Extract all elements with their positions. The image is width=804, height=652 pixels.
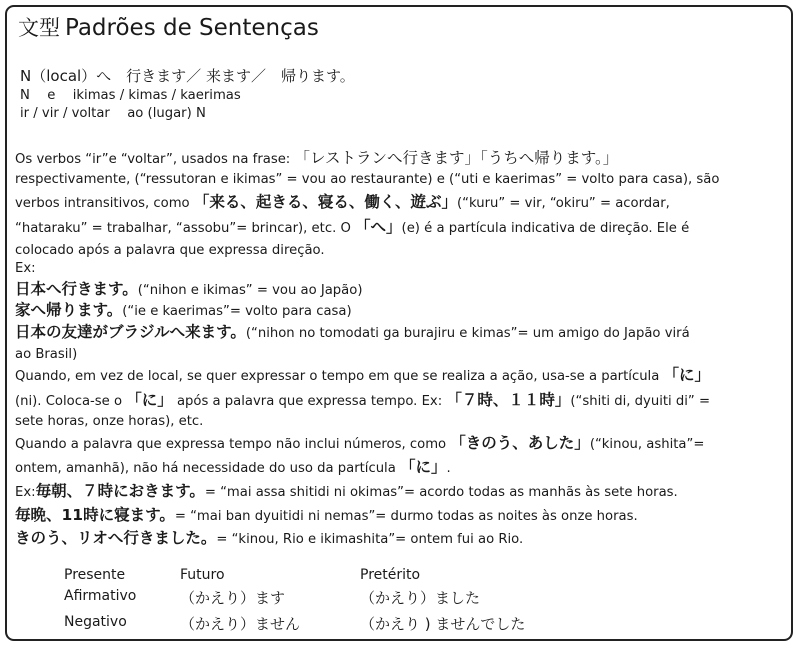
pattern-translation: ir / vir / voltar ao (lugar) N: [20, 106, 206, 121]
table-cell: （かえり）ません: [180, 615, 301, 633]
example-line: 日本へ行きます。(“nihon e ikimas” = vou ao Japão): [15, 280, 363, 298]
paragraph-line: colocado após a palavra que expressa direção.: [15, 243, 325, 258]
pattern-romaji: N e ikimas / kimas / kaerimas: [20, 88, 241, 103]
paragraph-line: Quando, em vez de local, se quer expressar o tempo em que se realiza a ação, usa-se a partícula 「に」: [15, 366, 711, 384]
example-line: Ex:毎朝、７時におきます。= “mai assa shitidi ni okimas”= acordo todas as manhãs às sete horas.: [15, 482, 678, 500]
paragraph-line: Os verbos “ir”e “voltar”, usados na frase: 「レストランへ行きます」「うちへ帰ります。」: [15, 149, 619, 167]
paragraph-line: “hataraku” = trabalhar, “assobu”= brincar), etc. O 「へ」(e) é a partícula indicativa de direção. Ele é: [15, 218, 690, 236]
paragraph-line: sete horas, onze horas), etc.: [15, 414, 204, 429]
table-header-present: Presente: [64, 567, 126, 583]
paragraph-line: Quando a palavra que expressa tempo não inclui números, como 「きのう、あした」(“kinou, ashita”=: [15, 434, 705, 452]
paragraph-line: ontem, amanhã), não há necessidade do uso da partícula 「に」.: [15, 458, 451, 476]
table-cell: （かえり）ます: [180, 589, 286, 607]
paragraph-line: verbos intransitivos, como 「来る、起きる、寝る、働く、遊ぶ」(“kuru” = vir, “okiru” = acordar,: [15, 193, 670, 211]
paragraph-line: (ni). Coloca-se o 「に」 após a palavra que expressa tempo. Ex: 「７時、１１時」(“shiti di, dyuiti di” =: [15, 391, 711, 409]
example-line: きのう、リオへ行きました。= “kinou, Rio e ikimashita”= ontem fui ao Rio.: [15, 529, 524, 547]
title-kanji: 文型: [18, 16, 60, 40]
paragraph-line: Ex:: [15, 261, 36, 276]
example-line: 家へ帰ります。(“ie e kaerimas”= volto para casa): [15, 301, 352, 319]
table-row-label: Afirmativo: [64, 588, 137, 604]
example-line: 日本の友達がブラジルへ来ます。(“nihon no tomodati ga burajiru e kimas”= um amigo do Japão virá: [15, 323, 690, 341]
page-title: [18, 14, 319, 42]
example-line: 毎晩、11時に寝ます。= “mai ban dyuitidi ni nemas”= durmo todas as noites às onze horas.: [15, 506, 638, 524]
table-cell: （かえり ) ませんでした: [360, 615, 526, 633]
table-row-label: Negativo: [64, 614, 127, 630]
example-line: ao Brasil): [15, 347, 78, 362]
pattern-line: N（local）へ 行きます／ 来ます／ 帰ります。: [20, 67, 355, 85]
table-header-future: Futuro: [180, 567, 225, 583]
paragraph-line: respectivamente, (“ressutoran e ikimas” = vou ao restaurante) e (“uti e kaerimas” = volto para casa), são: [15, 172, 720, 187]
table-header-past: Pretérito: [360, 567, 421, 583]
title-text: Padrões de Sentenças: [65, 15, 319, 41]
table-cell: （かえり）ました: [360, 589, 481, 607]
